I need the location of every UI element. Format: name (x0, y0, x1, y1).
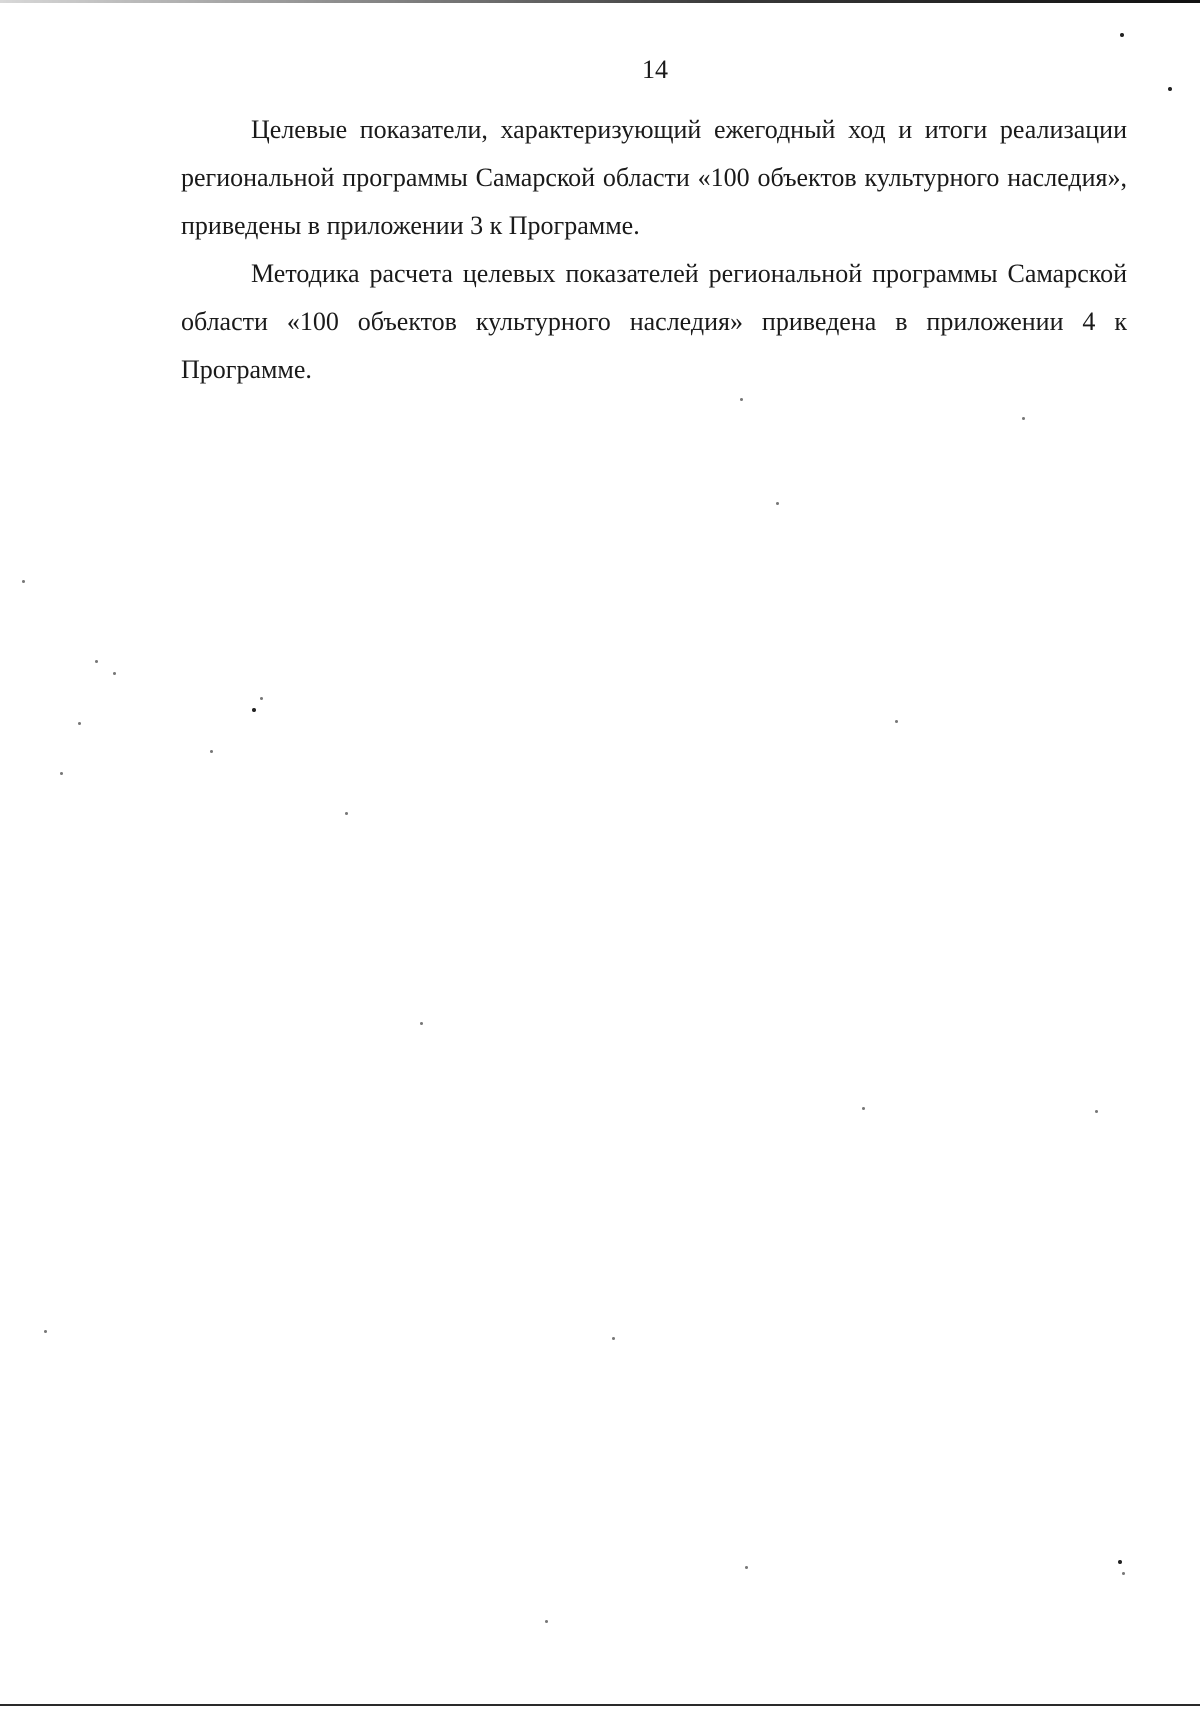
scan-speck (210, 750, 213, 753)
scan-speck (22, 580, 25, 583)
scan-speck (1118, 1560, 1122, 1564)
scan-speck (740, 398, 743, 401)
scan-speck (776, 502, 779, 505)
scan-speck (1022, 417, 1025, 420)
paragraph-target-indicators: Целевые показатели, характеризующий ежегодный ход и итоги реализации региональной программы Самарской области «100 объектов культурного наследия», приведены в приложении 3 к Программе. (181, 115, 1127, 240)
scan-speck (862, 1107, 865, 1110)
scan-speck (345, 812, 348, 815)
scan-speck (113, 672, 116, 675)
scan-top-edge (0, 0, 1200, 3)
scan-speck (260, 697, 263, 700)
scan-speck (60, 772, 63, 775)
scan-bottom-edge (0, 1704, 1200, 1706)
scan-speck (95, 660, 98, 663)
scan-speck (44, 1330, 47, 1333)
page-number: 14 (642, 55, 668, 84)
scan-speck (612, 1337, 615, 1340)
scan-speck (252, 708, 256, 712)
scan-speck (1122, 1572, 1125, 1575)
scan-speck (545, 1620, 548, 1623)
paragraph-calculation-method: Методика расчета целевых показателей региональной программы Самарской области «100 объектов культурного наследия» приведена в приложении 4 к Программе. (181, 259, 1127, 384)
scan-speck (1095, 1110, 1098, 1113)
document-body (181, 106, 1127, 394)
scan-speck (1120, 33, 1124, 37)
scan-speck (745, 1566, 748, 1569)
scan-speck (78, 722, 81, 725)
scan-speck (1168, 87, 1172, 91)
scan-speck (895, 720, 898, 723)
scan-speck (420, 1022, 423, 1025)
